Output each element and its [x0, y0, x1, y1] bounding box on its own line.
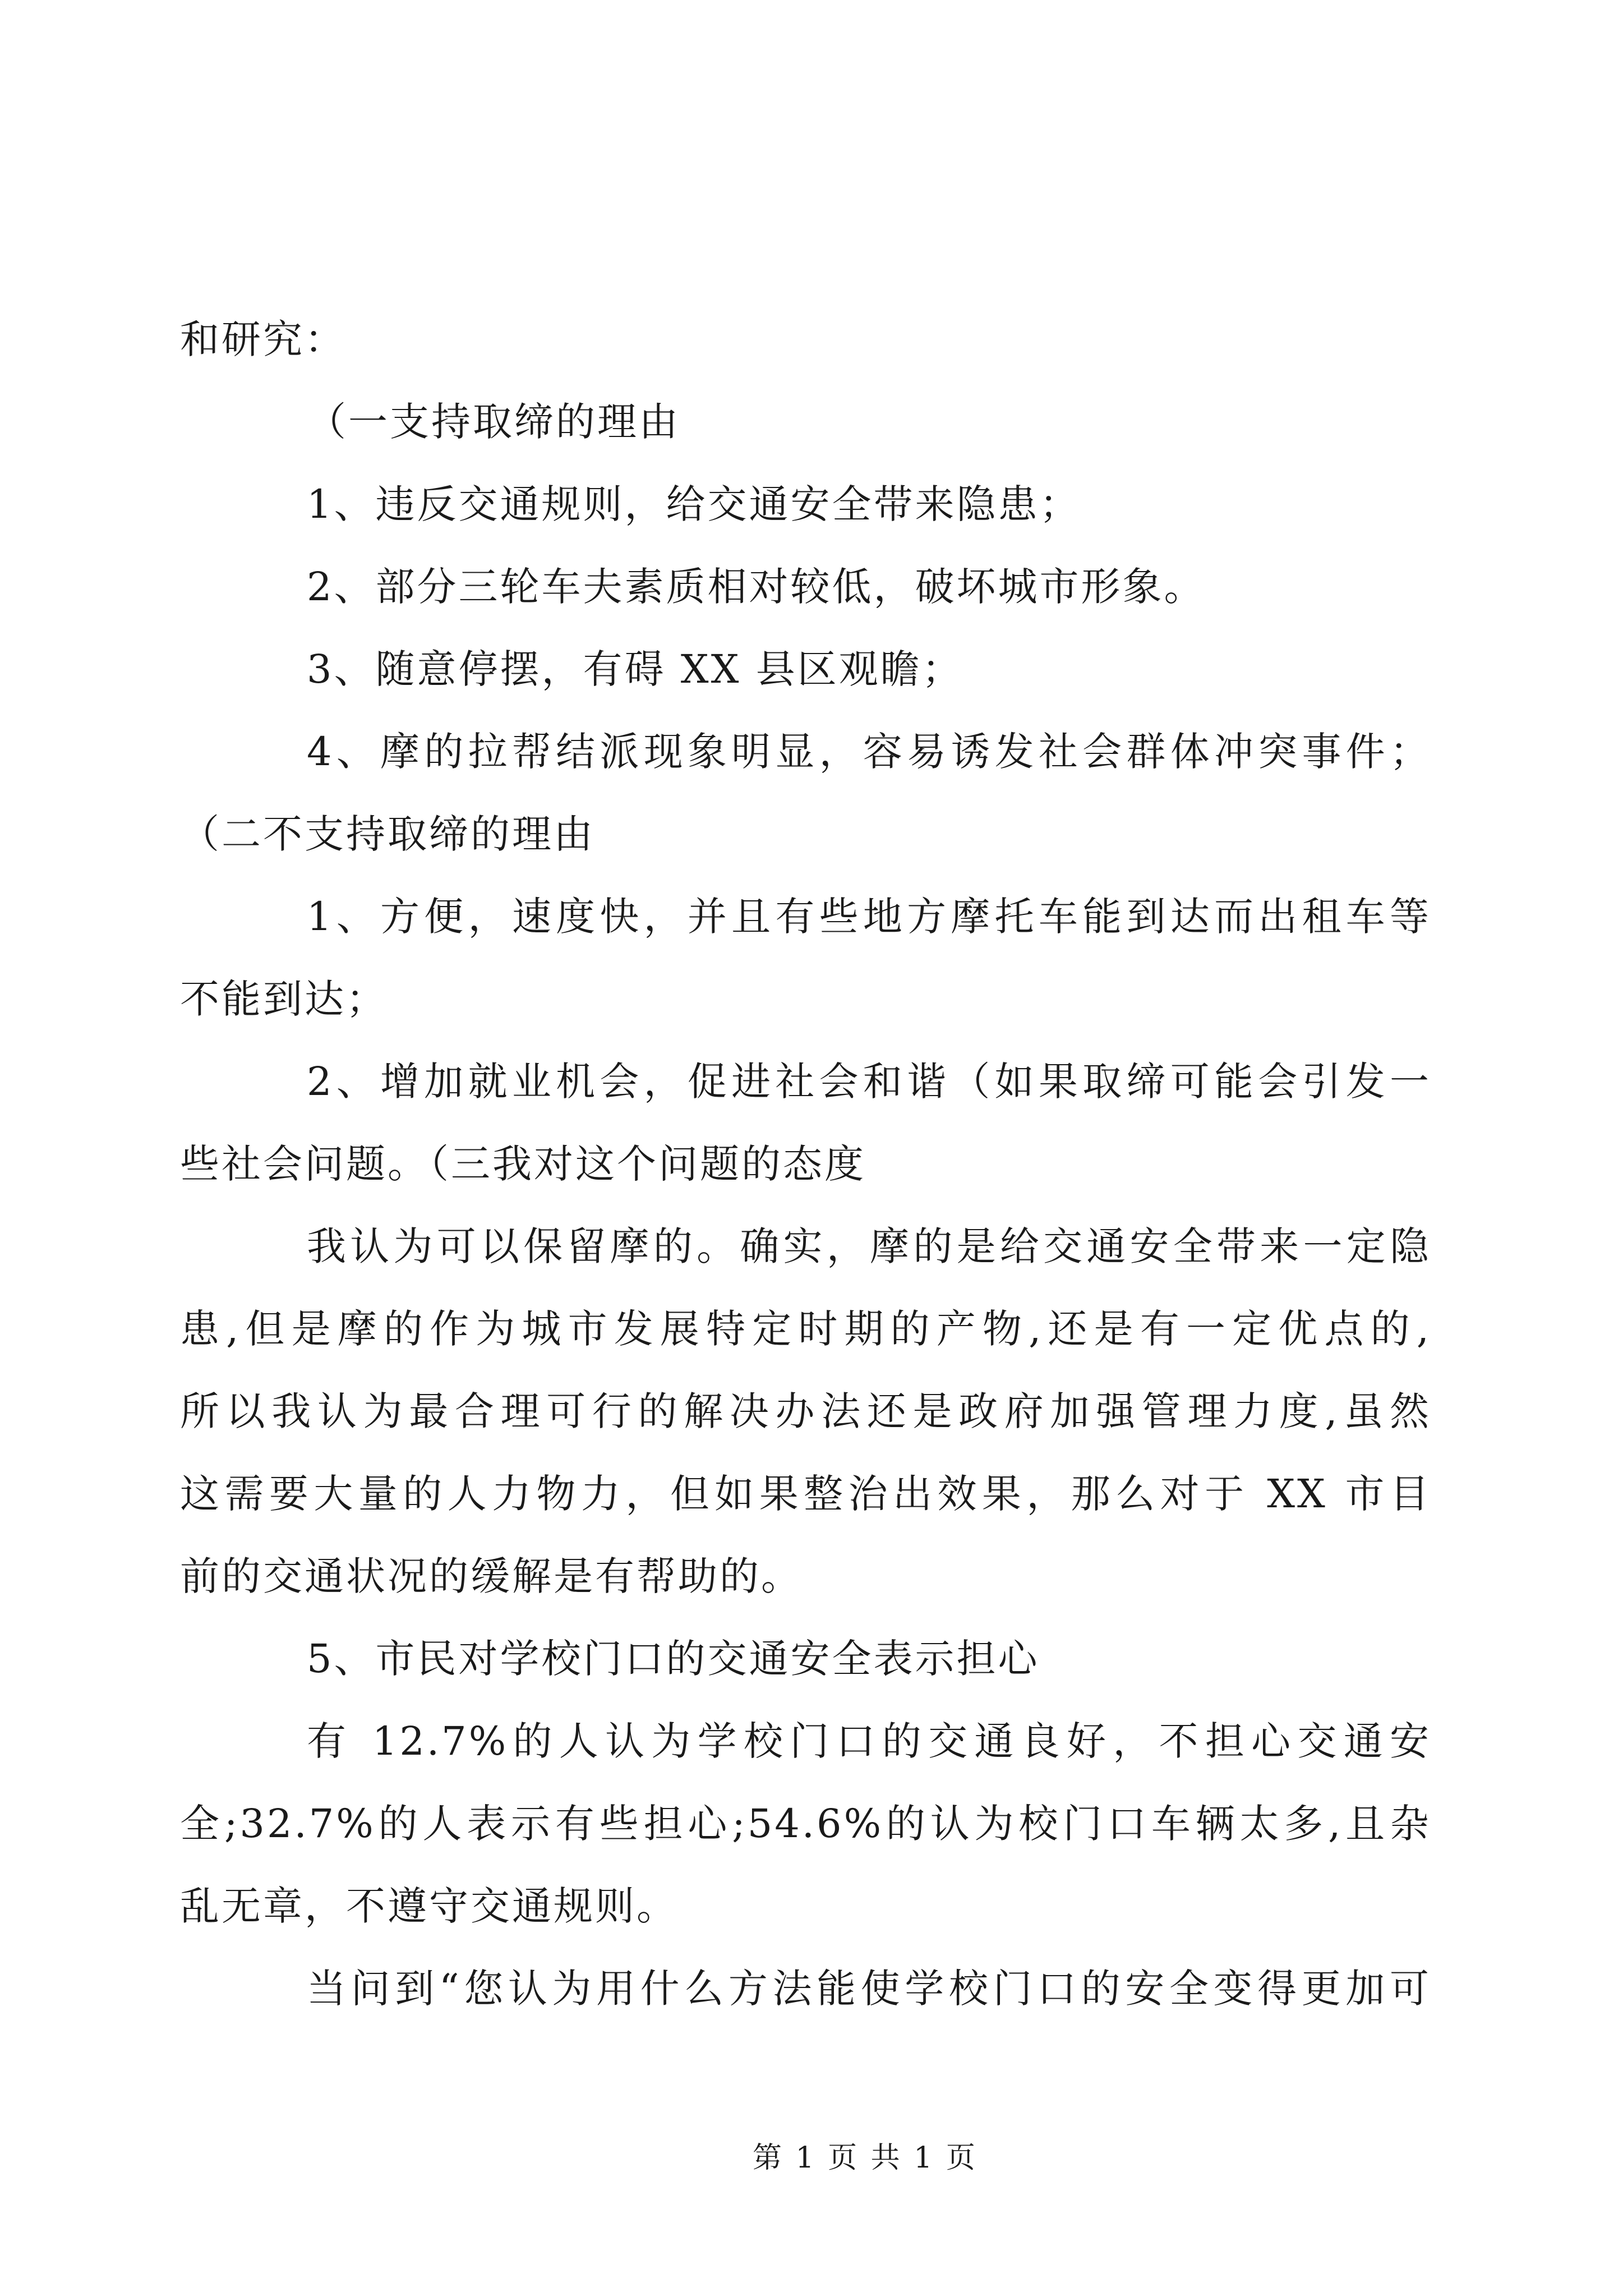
text-line: 4、摩的拉帮结派现象明显，容易诱发社会群体冲突事件；: [307, 729, 1431, 775]
text-line: 2、部分三轮车夫素质相对较低，破坏城市形象。: [307, 564, 1206, 610]
text-line: （一支持取缔的理由: [307, 399, 680, 445]
text-line: 不能到达；: [180, 976, 388, 1022]
paragraph-opinion: [180, 1205, 1431, 1618]
text-line: 我认为可以保留摩的。确实，摩的是给交通安全带来一定隐: [307, 1223, 1431, 1269]
list-item: [180, 628, 1431, 711]
paragraph-statistics: [180, 1700, 1431, 1948]
list-item: [180, 876, 1431, 1041]
section-heading-school-safety: [180, 1618, 1431, 1700]
text-line: （二不支持取缔的理由: [180, 811, 595, 857]
text-line: 这需要大量的人力物力，但如果整治出效果，那么对于 XX 市目: [180, 1471, 1431, 1517]
text-line: 患,但是摩的作为城市发展特定时期的产物,还是有一定优点的,: [180, 1306, 1431, 1352]
text-line: 些社会问题。（三我对这个问题的态度: [180, 1141, 866, 1187]
list-item: [180, 1041, 1431, 1205]
text-line: 所以我认为最合理可行的解决办法还是政府加强管理力度,虽然: [180, 1388, 1431, 1434]
text-line: 和研究：: [180, 316, 346, 362]
text-line: 2、增加就业机会，促进社会和谐（如果取缔可能会引发一: [307, 1059, 1431, 1105]
text-line: 有 12.7%的人认为学校门口的交通良好，不担心交通安: [307, 1718, 1431, 1764]
text-line: 5、市民对学校门口的交通安全表示担心: [307, 1636, 1040, 1682]
text-line: 乱无章，不遵守交通规则。: [180, 1883, 678, 1929]
text-line: 3、随意停摆，有碍 XX 县区观瞻；: [307, 646, 963, 692]
section-heading-support-ban: [180, 381, 1431, 463]
paragraph-continuation: [180, 298, 1431, 381]
page-number-footer: 第 1 页 共 1 页: [753, 2141, 978, 2175]
paragraph-question: [180, 1948, 1431, 2030]
document-body: [180, 298, 1431, 2030]
section-heading-oppose-ban: [180, 793, 1431, 876]
list-item: [180, 546, 1431, 628]
text-line: 1、方便，速度快，并且有些地方摩托车能到达而出租车等: [307, 894, 1431, 940]
list-item: [180, 711, 1431, 793]
text-line: 当问到“您认为用什么方法能使学校门口的安全变得更加可: [307, 1966, 1431, 2012]
text-line: 1、违反交通规则，给交通安全带来隐患；: [307, 481, 1081, 527]
text-line: 前的交通状况的缓解是有帮助的。: [180, 1553, 803, 1599]
text-line: 全;32.7%的人表示有些担心;54.6%的认为校门口车辆太多,且杂: [180, 1801, 1431, 1847]
list-item: [180, 463, 1431, 546]
